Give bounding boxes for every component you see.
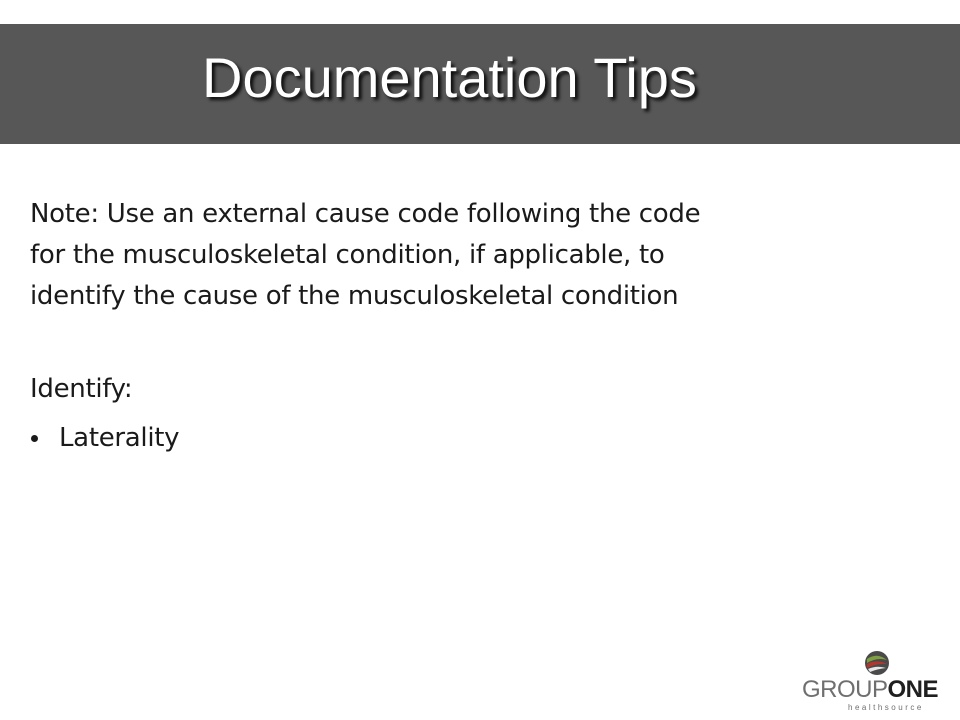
logo-word-one: ONE [887,676,939,703]
slide-body [30,194,830,459]
bullet-text: Laterality [59,423,180,453]
slide-title: Documentation Tips [202,46,697,109]
logo-swirl-icon [864,650,890,676]
logo-subtitle: healthsource [848,703,924,712]
bullet-item [30,418,830,459]
group-one-logo [800,650,950,712]
note-paragraph [30,194,830,317]
note-line-1: Note: Use an external cause code following the code [30,199,701,229]
note-line-2: for the musculoskeletal condition, if applicable, to [30,240,665,270]
logo-wordmark [802,678,938,702]
identify-label: Identify: [30,374,133,404]
bullet-dot-icon [31,435,38,442]
note-line-3: identify the cause of the musculoskeletal condition [30,281,679,311]
logo-word-group: GROUP [802,676,888,703]
